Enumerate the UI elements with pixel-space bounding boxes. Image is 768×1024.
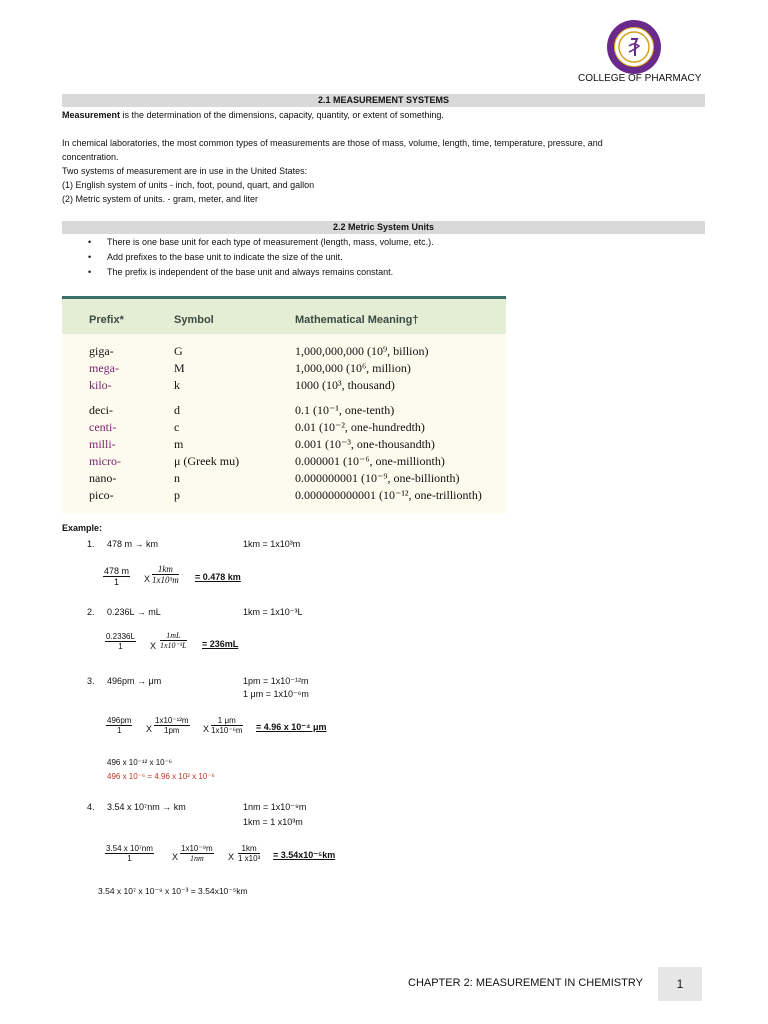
meaning-cell: 0.1 (10⁻¹, one-tenth)	[295, 403, 395, 417]
example-number: 4.	[87, 802, 95, 812]
fraction: $\frac{1km}{\text{1x10³m}}$	[152, 564, 179, 585]
prefix-cell: milli-	[89, 437, 116, 451]
para-two-systems: Two systems of measurement are in use in the United States:	[62, 166, 308, 176]
prefix-cell: micro-	[89, 454, 121, 468]
meaning-cell: 0.000001 (10⁻⁶, one-millionth)	[295, 454, 445, 468]
symbol-cell: k	[174, 378, 180, 392]
multiply-sign: X	[228, 852, 235, 862]
prefix-cell: pico-	[89, 488, 114, 502]
section-title-metric-units: 2.2 Metric System Units	[62, 221, 705, 234]
col-header-prefix: Prefix*	[89, 314, 124, 326]
fraction: $\frac{\text{1x10⁻⁹m}}{1nm}$	[181, 844, 213, 863]
example-given: 1pm = 1x10⁻¹²m	[243, 676, 309, 686]
fraction: $\frac{1 \mu m}{\text{1x10⁻⁶m}}$	[211, 716, 243, 735]
calc-step: 3.54 x 10⁷ x 10⁻⁹ x 10⁻³ = 3.54x10⁻⁵km	[98, 886, 248, 896]
col-header-meaning: Mathematical Meaning†	[295, 314, 419, 326]
fraction: $\frac{1mL}{\text{1x10⁻³L}}$	[160, 631, 187, 650]
examples-heading: Example:	[62, 523, 103, 533]
example-given: 1km = 1 x10³m	[243, 817, 303, 827]
table-header-row	[62, 299, 506, 334]
bullet-item: • The prefix is independent of the base unit and always remains constant.	[88, 267, 394, 277]
measurement-definition	[62, 108, 444, 122]
meaning-cell: 0.01 (10⁻², one-hundredth)	[295, 420, 425, 434]
example-problem: 0.236L → mL	[107, 607, 161, 617]
bullet-item: • There is one base unit for each type of measurement (length, mass, volume, etc.).	[88, 237, 434, 247]
meaning-cell: 0.000000000001 (10⁻¹², one-trillionth)	[295, 488, 482, 502]
fraction: $\frac{\text{1x10⁻¹²m}}{1pm}$	[155, 716, 189, 735]
symbol-cell: n	[174, 471, 180, 485]
college-name: COLLEGE OF PHARMACY	[578, 73, 702, 84]
example-problem: 478 m → km	[107, 539, 159, 549]
col-header-symbol: Symbol	[174, 314, 214, 326]
example-result: = 3.54x10⁻⁵km	[273, 850, 336, 860]
calc-step-highlight: 496 x 10⁻⁶ = 4.96 x 10² x 10⁻⁶	[107, 772, 215, 781]
symbol-cell: p	[174, 488, 180, 502]
fraction: $\frac{1km}{\text{1 x10³}}$	[238, 844, 261, 863]
symbol-cell: M	[174, 361, 185, 375]
chapter-footer: CHAPTER 2: MEASUREMENT IN CHEMISTRY	[408, 977, 643, 989]
example-result: = 0.478 km	[195, 572, 241, 582]
caduceus-icon	[615, 28, 653, 66]
meaning-cell: 1000 (10³, thousand)	[295, 378, 395, 392]
meaning-cell: 0.001 (10⁻³, one-thousandth)	[295, 437, 435, 451]
symbol-cell: c	[174, 420, 180, 434]
definition-term: Measurement	[62, 110, 121, 120]
multiply-sign: X	[203, 724, 210, 734]
example-given: 1nm = 1x10⁻⁹m	[243, 802, 307, 812]
fraction: $\frac{478 m}{1}$	[104, 566, 130, 587]
prefix-cell: deci-	[89, 403, 113, 417]
fraction: $\frac{\text{3.54 x 10⁷nm}}{1}$	[106, 844, 153, 863]
definition-text: is the determination of the dimensions, capacity, quantity, or extent of something.	[120, 110, 444, 120]
multiply-sign: X	[172, 852, 179, 862]
college-logo	[607, 20, 661, 74]
prefix-cell: centi-	[89, 420, 117, 434]
symbol-cell: m	[174, 437, 184, 451]
example-number: 3.	[87, 676, 95, 686]
fraction: $\frac{496pm}{1}$	[107, 716, 132, 735]
metric-prefix-table	[62, 296, 506, 514]
multiply-sign: X	[144, 574, 151, 584]
example-problem: 496pm → μm	[107, 676, 162, 686]
english-system-item: (1) English system of units - inch, foot, pound, quart, and gallon	[62, 180, 315, 190]
logo-emblem	[614, 27, 654, 67]
section-title-measurement-systems: 2.1 MEASUREMENT SYSTEMS	[62, 94, 705, 107]
symbol-cell: μ (Greek mu)	[174, 454, 240, 468]
example-number: 2.	[87, 607, 95, 617]
meaning-cell: 1,000,000 (10⁶, million)	[295, 361, 411, 375]
meaning-cell: 0.000000001 (10⁻⁹, one-billionth)	[295, 471, 460, 485]
prefix-cell: mega-	[89, 361, 119, 375]
example-given: 1km = 1x10³m	[243, 539, 301, 549]
prefix-cell: kilo-	[89, 378, 112, 392]
calc-step: 496 x 10⁻¹² x 10⁻⁶	[107, 758, 173, 767]
multiply-sign: X	[146, 724, 153, 734]
prefix-cell: giga-	[89, 344, 114, 358]
metric-system-item: (2) Metric system of units. - gram, meter, and liter	[62, 194, 259, 204]
prefix-cell: nano-	[89, 471, 117, 485]
bullet-item: • Add prefixes to the base unit to indicate the size of the unit.	[88, 252, 343, 262]
example-problem: 3.54 x 10⁷nm → km	[107, 802, 186, 812]
example-number: 1.	[87, 539, 95, 549]
meaning-cell: 1,000,000,000 (10⁹, billion)	[295, 344, 429, 358]
fraction: $\frac{0.2336L}{1}$	[106, 632, 135, 651]
example-result: = 4.96 x 10⁻⁴ μm	[256, 722, 327, 732]
example-result: = 236mL	[202, 639, 239, 649]
para-common-measurements-1: In chemical laboratories, the most common types of measurements are those of mass, volume, length, time, temperature, pressure, and	[62, 138, 603, 148]
example-given: 1 μm = 1x10⁻⁶m	[243, 689, 309, 699]
example-given: 1km = 1x10⁻³L	[243, 607, 303, 617]
symbol-cell: G	[174, 344, 183, 358]
symbol-cell: d	[174, 403, 180, 417]
para-common-measurements-2: concentration.	[62, 152, 119, 162]
multiply-sign: X	[150, 641, 157, 651]
page-number: 1	[658, 967, 702, 1001]
